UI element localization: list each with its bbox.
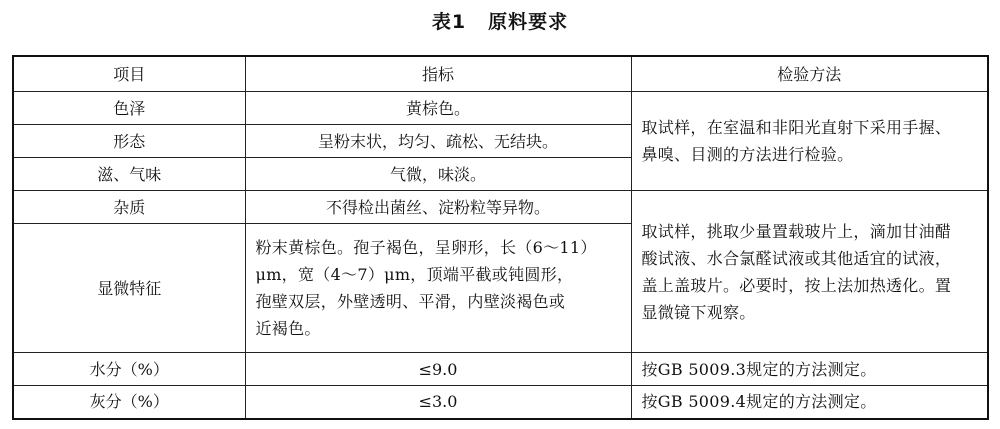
microscope-method-text: 取试样，挑取少量置载玻片上，滴加甘油醋 酸试液、水合氯醛试液或其他适宜的试液， 盖上盖玻片。必要时，按上法加热透化。置 显微镜下观察。	[641, 221, 952, 322]
header-method: 检验方法	[631, 56, 988, 92]
table-header-row	[13, 56, 988, 92]
row-impurity-index: 不得检出菌丝、淀粉粒等异物。	[245, 191, 631, 224]
header-index: 指标	[245, 56, 631, 92]
sensory-method-cell	[631, 92, 988, 191]
table-row	[13, 191, 988, 224]
row-ash-method: 按GB 5009.4规定的方法测定。	[631, 386, 988, 419]
row-moisture-method: 按GB 5009.3规定的方法测定。	[631, 353, 988, 386]
row-color-item: 色泽	[13, 92, 245, 125]
requirements-table	[12, 55, 989, 420]
table-caption	[0, 8, 1000, 36]
row-micro-index-cell	[245, 224, 631, 353]
row-micro-index: 粉末黄棕色。孢子褐色，呈卵形，长（6～11） μm，宽（4～7）μm，顶端平截或钝圆形， 孢壁双层，外壁透明、平滑，内壁淡褐色或 近褐色。	[255, 238, 597, 338]
row-moisture-item: 水分（%）	[13, 353, 245, 386]
row-ash-item: 灰分（%）	[13, 386, 245, 419]
table-row	[13, 353, 988, 386]
table-row	[13, 386, 988, 419]
microscope-method-cell	[631, 191, 988, 353]
row-moisture-index: ≤9.0	[245, 353, 631, 386]
row-ash-index: ≤3.0	[245, 386, 631, 419]
row-taste-item: 滋、气味	[13, 158, 245, 191]
row-taste-index: 气微，味淡。	[245, 158, 631, 191]
header-item: 项目	[13, 56, 245, 92]
table-row	[13, 92, 988, 125]
table-number: 表1	[431, 11, 467, 33]
row-shape-item: 形态	[13, 125, 245, 158]
sensory-method-text: 取试样，在室温和非阳光直射下采用手握、 鼻嗅、目测的方法进行检验。	[641, 118, 952, 164]
table-title: 原料要求	[488, 11, 569, 33]
row-micro-item: 显微特征	[13, 224, 245, 353]
row-color-index: 黄棕色。	[245, 92, 631, 125]
row-impurity-item: 杂质	[13, 191, 245, 224]
row-shape-index: 呈粉末状，均匀、疏松、无结块。	[245, 125, 631, 158]
